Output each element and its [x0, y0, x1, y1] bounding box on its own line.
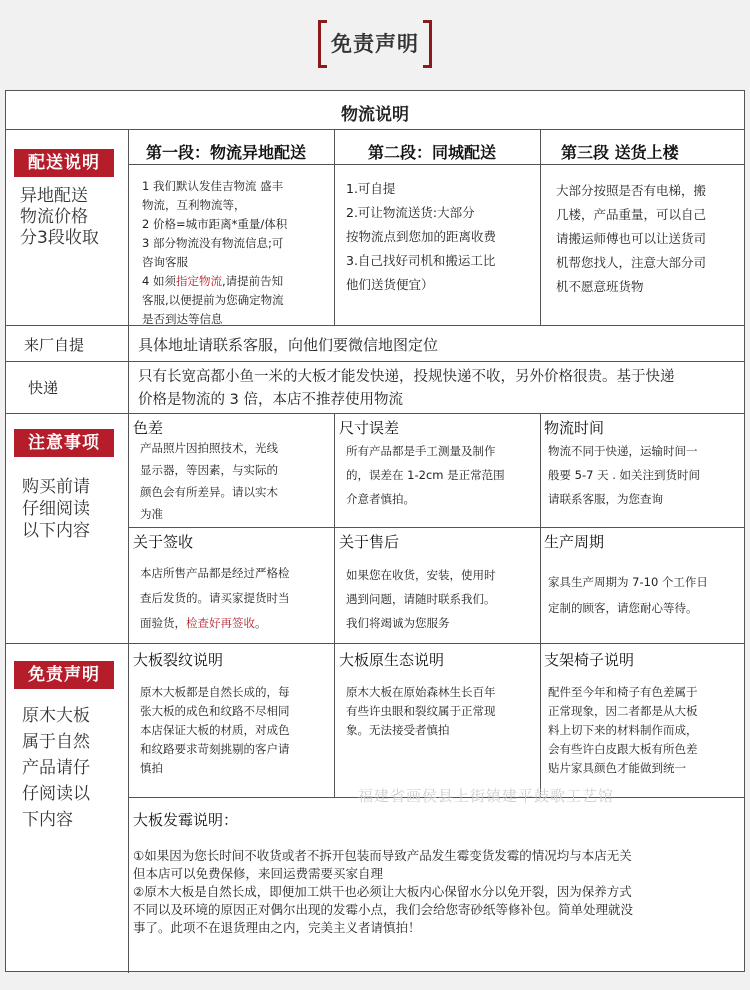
- crack-text: 原木大板都是自然长成的，每 张大板的成色和纹路不尽相同 本店保证大板的材质，对成色 和纹路要求苛刻挑剔的客户请 慎拍: [140, 685, 290, 775]
- time-text: 物流不同于快递，运输时间一 般要 5-7 天 . 如关注到货时间 请联系客服，为您查询: [548, 444, 701, 506]
- chair-text: 配件至今年和椅子有色差属于 正常现象，因二者都是从大板 料上切下来的材料制作而成， 会有些许白皮跟大板有所色差 贴片家具颜色才能做到统一: [548, 685, 698, 775]
- time-title: 物流时间: [544, 419, 605, 437]
- disclaimer-side-text: 原木大板 属于自然 产品请仔 仔阅读以 下内容: [22, 706, 90, 830]
- eco-text: 原木大板在原始森林生长百年 有些许虫眼和裂纹属于正常现 象。无法接受者慎拍: [346, 685, 496, 737]
- express-text: 只有长宽高都小鱼一米的大板才能发快递，投规快递不收，另外价格很贵。基于快递 价格是物流的 3 倍，本店不推荐使用物流: [138, 369, 675, 408]
- mold-title: 大板发霉说明：: [133, 811, 239, 829]
- page-title: 免责声明: [331, 32, 419, 56]
- highlight-text: 指定物流: [175, 274, 222, 288]
- notes-badge: 注意事项: [14, 429, 114, 457]
- col2-title: 第二段：同城配送: [368, 143, 497, 162]
- disclaimer-badge: 免责声明: [14, 661, 114, 689]
- notes-side-text: 购买前请 仔细阅读 以下内容: [22, 477, 90, 541]
- color-text: 产品照片因拍照技术，光线 显示器，等因素，与实际的 颜色会有所差异。请以实木 为准: [140, 441, 278, 521]
- eco-title: 大板原生态说明: [339, 651, 445, 669]
- right-bracket: [423, 20, 432, 68]
- size-title: 尺寸误差: [339, 419, 400, 437]
- col3-text: 大部分按照是否有电梯，搬 几楼，产品重量，可以自己 请搬运师傅也可以让送货司 机帮您找人，注意大部分司 机不愿意班货物: [556, 183, 707, 294]
- col3-title: 第三段 送货上楼: [561, 143, 679, 162]
- after-text: 如果您在收货，安装，使用时 遇到问题，请随时联系我们。 我们将竭诚为您服务: [346, 568, 496, 630]
- after-title: 关于售后: [339, 533, 400, 551]
- chair-title: 支架椅子说明: [544, 651, 635, 669]
- size-text: 所有产品都是手工测量及制作 的，误差在 1-2cm 是正常范围 介意者慎拍。: [346, 444, 505, 506]
- logistics-badge: 配送说明: [14, 149, 114, 177]
- pickup-label: 来厂自提: [24, 336, 85, 354]
- table-title: 物流说明: [341, 105, 409, 125]
- watermark: 福建省画侯县上街镇建平鼓歌工艺馆: [358, 787, 615, 805]
- sign-text: 本店所售产品都是经过严格检 查后发货的。请买家提货时当 面验货，检查好再签收。: [140, 566, 290, 630]
- header: [318, 20, 432, 68]
- color-title: 色差: [133, 419, 164, 437]
- highlight-text: 检查好再签收: [186, 616, 255, 630]
- col1-title: 第一段：物流异地配送: [146, 143, 307, 162]
- crack-title: 大板裂纹说明: [133, 651, 224, 669]
- info-table: [5, 90, 745, 972]
- logistics-side-text: 异地配送 物流价格 分3段收取: [20, 186, 99, 248]
- express-label: 快递: [28, 379, 59, 397]
- mold-text: ①如果因为您长时间不收货或者不拆开包装而导致产品发生霉变货发霉的情况均与本店无关 但本店可以免费保修，来回运费需要买家自理 ②原木大板是自然长成，即便加工烘干也必须让大板内心保留水分以免开裂，因为保养方式 不同以及环境的原因正对偶尔出现的发霉小点，我们会给您寄砂纸等修补包。简单处理就没 事了。此项不在退货理由之内，完美主义者请慎拍！: [133, 848, 634, 935]
- left-bracket: [318, 20, 327, 68]
- cycle-title: 生产周期: [544, 533, 605, 551]
- col2-text: 1.可自提 2.可让物流送货:大部分 按物流点到您加的距离收费 3.自己找好司机和搬运工比 他们送货便宜）: [346, 181, 497, 292]
- col1-text: 1 我们默认发佳吉物流 盛丰 物流，互利物流等， 2 价格=城市距离*重量/体积 3 部分物流没有物流信息;可 咨询客服 4 如须指定物流,请提前告知 客服,以便提前为您确定物流 是否到达等信息: [142, 179, 288, 326]
- cycle-text: 家具生产周期为 7-10 个工作日 定制的顾客，请您耐心等待。: [548, 575, 708, 615]
- pickup-text: 具体地址请联系客服，向他们要微信地图定位: [138, 336, 439, 354]
- sign-title: 关于签收: [133, 533, 194, 551]
